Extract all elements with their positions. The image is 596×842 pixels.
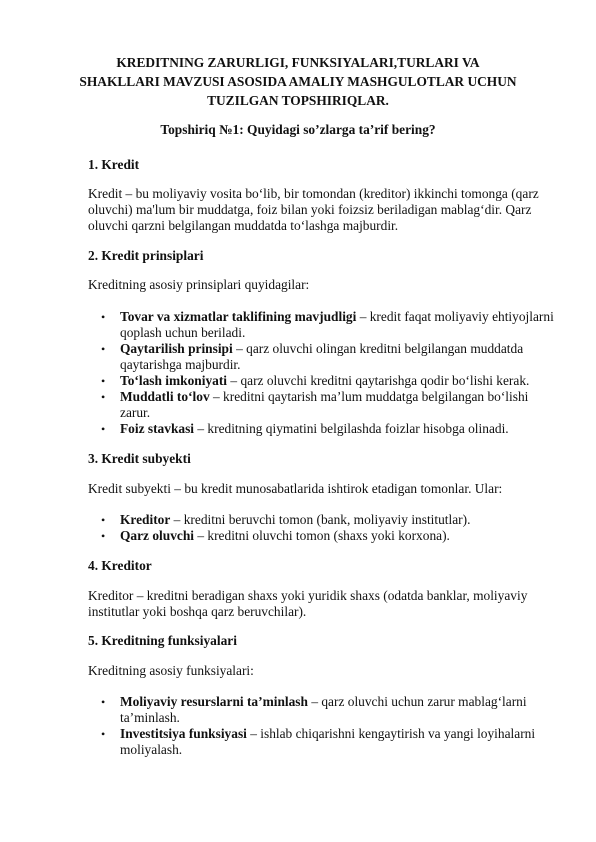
- list-item: [101, 373, 560, 389]
- section-heading-prinsiplar: 2. Kredit prinsiplari: [88, 248, 204, 263]
- bullet-marker: •: [101, 422, 106, 436]
- list-item: [101, 512, 560, 528]
- bullet-marker: •: [101, 374, 106, 388]
- list-item-description: – qarz oluvchi kreditni qaytarishga qodir bo‘lishi kerak.: [227, 373, 530, 388]
- list-item-term: Investitsiya funksiyasi: [120, 726, 247, 741]
- section-paragraph-kredit: Kredit – bu moliyaviy vosita bo‘lib, bir tomondan (kreditor) ikkinchi tomonga (qarz oluvchi) ma'lum bir muddatga, foiz bilan yoki foizsiz beriladigan mablag‘dir. Qarz oluvchi qarzni belgilangan muddatda to‘lashga majburdir.: [88, 186, 539, 233]
- list-item-description: – kreditning qiymatini belgilashda foizlar hisobga olinadi.: [194, 421, 509, 436]
- list-item: [101, 528, 560, 544]
- list-item-term: Qaytarilish prinsipi: [120, 341, 233, 356]
- list-item-description: – kreditni beruvchi tomon (bank, moliyaviy institutlar).: [170, 512, 471, 527]
- list-item-description: – qarz oluvchi olingan kreditni belgilangan muddatda qaytarishga majburdir.: [120, 341, 524, 372]
- list-item: [101, 341, 560, 373]
- list-item: [101, 726, 560, 758]
- list-item-description: – kreditni qaytarish ma’lum muddatga belgilangan bo‘lishi zarur.: [120, 389, 529, 420]
- list-item-term: To‘lash imkoniyati: [120, 373, 228, 388]
- list-item-description: – kredit faqat moliyaviy ehtiyojlarni qoplash uchun beriladi.: [120, 309, 554, 340]
- list-item-description: – qarz oluvchi uchun zarur mablag‘larni ta’minlash.: [120, 694, 527, 725]
- bullet-marker: •: [101, 695, 106, 709]
- list-item: [101, 694, 560, 726]
- list-item-term: Kreditor: [120, 512, 171, 527]
- list-item-term: Tovar va xizmatlar taklifining mavjudligi: [120, 309, 357, 324]
- bullet-marker: •: [101, 390, 106, 404]
- section-heading-subyekt: 3. Kredit subyekti: [88, 451, 191, 466]
- section-heading-funksiyalar: 5. Kreditning funksiyalari: [88, 633, 237, 648]
- list-item-term: Muddatli to‘lov: [120, 389, 210, 404]
- section-heading-kreditor: 4. Kreditor: [88, 558, 152, 573]
- document-title: KREDITNING ZARURLIGI, FUNKSIYALARI,TURLARI VA SHAKLLARI MAVZUSI ASOSIDA AMALIY MASHGULOTLAR UCHUN TUZILGAN TOPSHIRIQLAR.: [79, 55, 517, 108]
- bullet-marker: •: [101, 529, 106, 543]
- section-intro-subyekt: Kredit subyekti – bu kredit munosabatlarida ishtirok etadigan tomonlar. Ular:: [88, 481, 503, 496]
- list-item-term: Qarz oluvchi: [120, 528, 195, 543]
- bullet-marker: •: [101, 310, 106, 324]
- list-item-term: Foiz stavkasi: [120, 421, 195, 436]
- list-item-description: – ishlab chiqarishni kengaytirish va yangi loyihalarni moliyalash.: [120, 726, 536, 757]
- section-intro-prinsiplar: Kreditning asosiy prinsiplari quyidagilar:: [88, 277, 310, 292]
- section-intro-funksiyalar: Kreditning asosiy funksiyalari:: [88, 663, 254, 678]
- section-heading-kredit: 1. Kredit: [88, 157, 140, 172]
- section-paragraph-kreditor: Kreditor – kreditni beradigan shaxs yoki yuridik shaxs (odatda banklar, moliyaviy institutlar yoki boshqa qarz beruvchilar).: [88, 588, 528, 619]
- task-subtitle: Topshiriq №1: Quyidagi so’zlarga ta’rif bering?: [160, 122, 436, 137]
- list-item: [101, 309, 560, 341]
- bullet-marker: •: [101, 727, 106, 741]
- list-item-description: – kreditni oluvchi tomon (shaxs yoki korxona).: [194, 528, 450, 543]
- list-item: [101, 389, 560, 421]
- bullet-marker: •: [101, 513, 106, 527]
- list-item: [101, 421, 560, 437]
- bullet-marker: •: [101, 342, 106, 356]
- list-item-term: Moliyaviy resurslarni ta’minlash: [120, 694, 308, 709]
